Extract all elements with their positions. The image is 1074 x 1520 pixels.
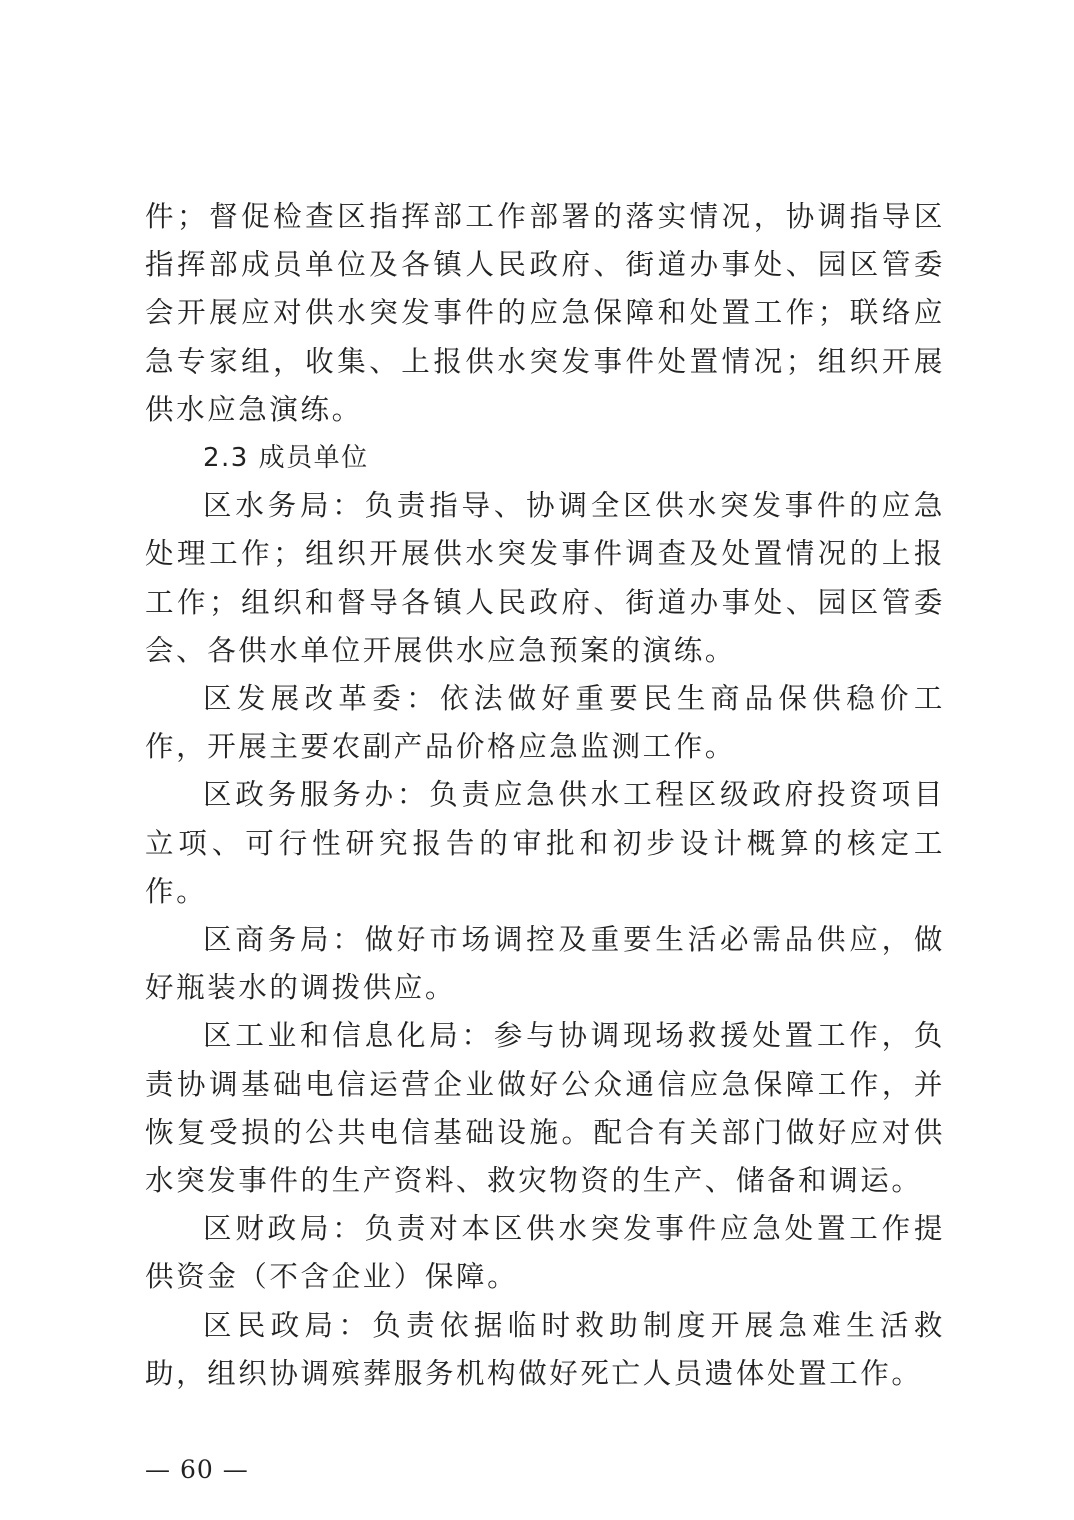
- paragraph-finance-bureau: 区财政局：负责对本区供水突发事件应急处置工作提供资金（不含企业）保障。: [145, 1212, 945, 1294]
- paragraph-civil-affairs-bureau: 区民政局：负责依据临时救助制度开展急难生活救助，组织协调殡葬服务机构做好死亡人员遗体处置工作。: [145, 1308, 945, 1390]
- document-body: [145, 193, 945, 1398]
- paragraph-development-reform: 区发展改革委：依法做好重要民生商品保供稳价工作，开展主要农副产品价格应急监测工作。: [145, 682, 945, 764]
- page-number: — 60 —: [145, 1455, 249, 1484]
- paragraph-commerce-bureau: 区商务局：做好市场调控及重要生活必需品供应，做好瓶装水的调拨供应。: [145, 923, 945, 1005]
- paragraph-continuation: 件；督促检查区指挥部工作部署的落实情况，协调指导区指挥部成员单位及各镇人民政府、街道办事处、园区管委会开展应对供水突发事件的应急保障和处置工作；联络应急专家组，收集、上报供水突发事件处置情况；组织开展供水应急演练。: [145, 200, 945, 426]
- section-heading: 2.3 成员单位: [203, 443, 369, 474]
- paragraph-government-services: 区政务服务办：负责应急供水工程区级政府投资项目立项、可行性研究报告的审批和初步设计概算的核定工作。: [145, 778, 945, 908]
- paragraph-industry-it-bureau: 区工业和信息化局：参与协调现场救援处置工作，负责协调基础电信运营企业做好公众通信应急保障工作，并恢复受损的公共电信基础设施。配合有关部门做好应对供水突发事件的生产资料、救灾物资的生产、储备和调运。: [145, 1019, 945, 1198]
- paragraph-water-bureau: 区水务局：负责指导、协调全区供水突发事件的应急处理工作；组织开展供水突发事件调查及处置情况的上报工作；组织和督导各镇人民政府、街道办事处、园区管委会、各供水单位开展供水应急预案的演练。: [145, 489, 945, 667]
